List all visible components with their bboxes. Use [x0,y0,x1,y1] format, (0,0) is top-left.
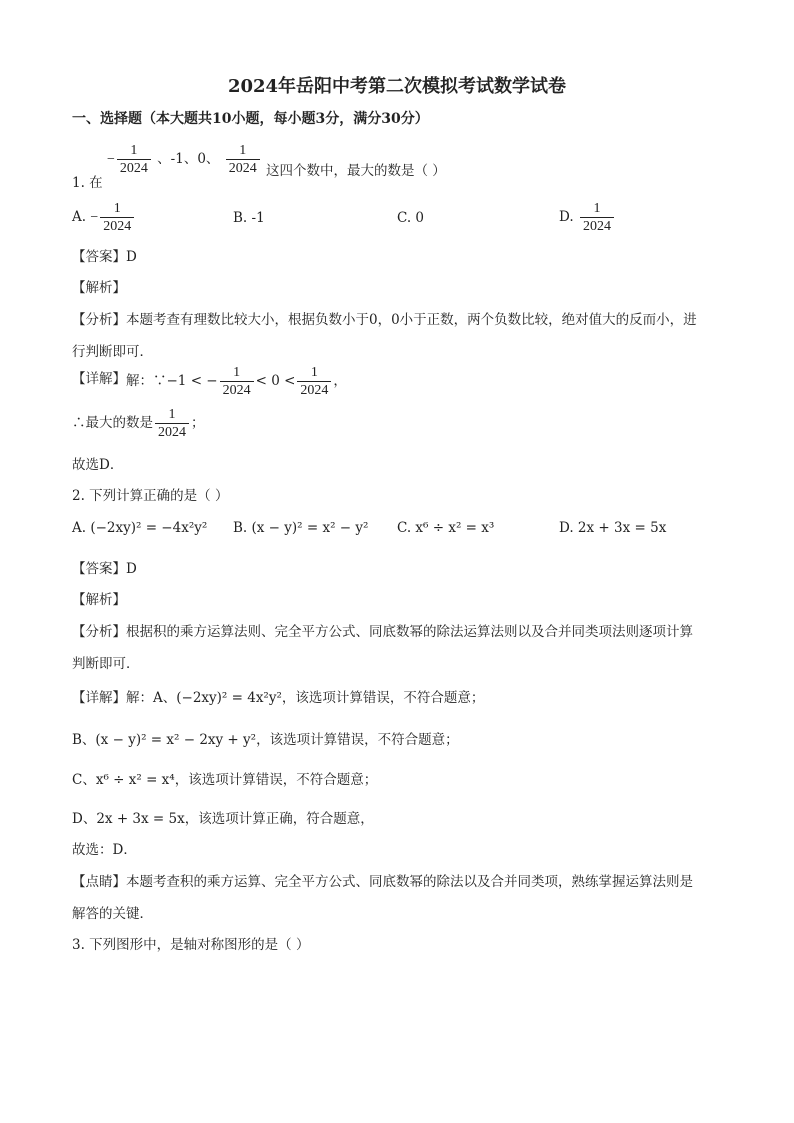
q1-middle-text: 、-1、0、 [157,151,220,167]
q1-fenxi-line1: 【分析】本题考查有理数比较大小，根据负数小于0，0小于正数，两个负数比较，绝对值大的反而小，进 [72,312,697,328]
q1-analysis-label: 【解析】 [72,280,126,296]
q1-fraction-pos: $\frac{1}{2024}$ [226,142,260,177]
q1-detail: 【详解】解：∵−1 < − $\frac{1}{2024}$ < 0 < $\frac{1}{2024}$ ， [72,365,347,398]
q2-detail-c: C、x⁶ ÷ x² = x⁴，该选项计算错误，不符合题意； [72,772,378,788]
q2-option-a: A. (−2xy)² = −4x²y² [72,520,208,536]
q2-option-b: B. (x − y)² = x² − y² [233,520,369,536]
q1-option-a: A. − $\frac{1}{2024}$ [72,200,136,235]
q2-detail-d: D、2x + 3x = 5x，该选项计算正确，符合题意， [72,811,374,827]
q3-stem: 3. 下列图形中，是轴对称图形的是（ ） [72,937,310,953]
q1-tail-text: 这四个数中，最大的数是（ ） [266,163,446,179]
q2-fenxi-line1: 【分析】根据积的乘方运算法则、完全平方公式、同底数幂的除法运算法则以及合并同类项法则逐项计算 [72,624,693,640]
q1-option-c: C. 0 [397,210,425,226]
page-title: 2024年岳阳中考第二次模拟考试数学试卷 [227,76,567,97]
q2-comment-line2: 解答的关键． [72,906,153,922]
section-heading: 一、选择题（本大题共10小题，每小题3分，满分30分） [72,111,429,127]
q2-option-c: C. x⁶ ÷ x² = x³ [397,520,495,536]
q1-max-number: ∴最大的数是 $\frac{1}{2024}$ ； [72,407,205,440]
q1-fraction-neg: − $\frac{1}{2024}$ [107,142,153,177]
q2-choose: 故选：D． [72,842,137,858]
q1-stem [72,142,446,191]
q2-analysis-label: 【解析】 [72,592,126,608]
q2-stem: 2. 下列计算正确的是（ ） [72,488,229,504]
q2-detail-b: B、(x − y)² = x² − 2xy + y²，该选项计算错误，不符合题意； [72,732,459,748]
q2-option-d: D. 2x + 3x = 5x [559,520,667,536]
q2-fenxi-line2: 判断即可． [72,656,140,672]
q1-option-d: D. $\frac{1}{2024}$ [559,200,616,235]
q1-option-b: B. -1 [233,210,265,226]
q2-comment-line1: 【点睛】本题考查积的乘方运算、完全平方公式、同底数幂的除法以及合并同类项，熟练掌握运算法则是 [72,874,693,890]
q1-number: 1. 在 [72,175,103,191]
q1-choose: 故选D． [72,457,124,473]
q1-fenxi-line2: 行判断即可． [72,344,153,360]
q1-answer: 【答案】D [72,249,137,265]
q2-detail-a: 【详解】解：A、(−2xy)² = 4x²y²，该选项计算错误，不符合题意； [72,690,485,706]
q2-answer: 【答案】D [72,561,137,577]
